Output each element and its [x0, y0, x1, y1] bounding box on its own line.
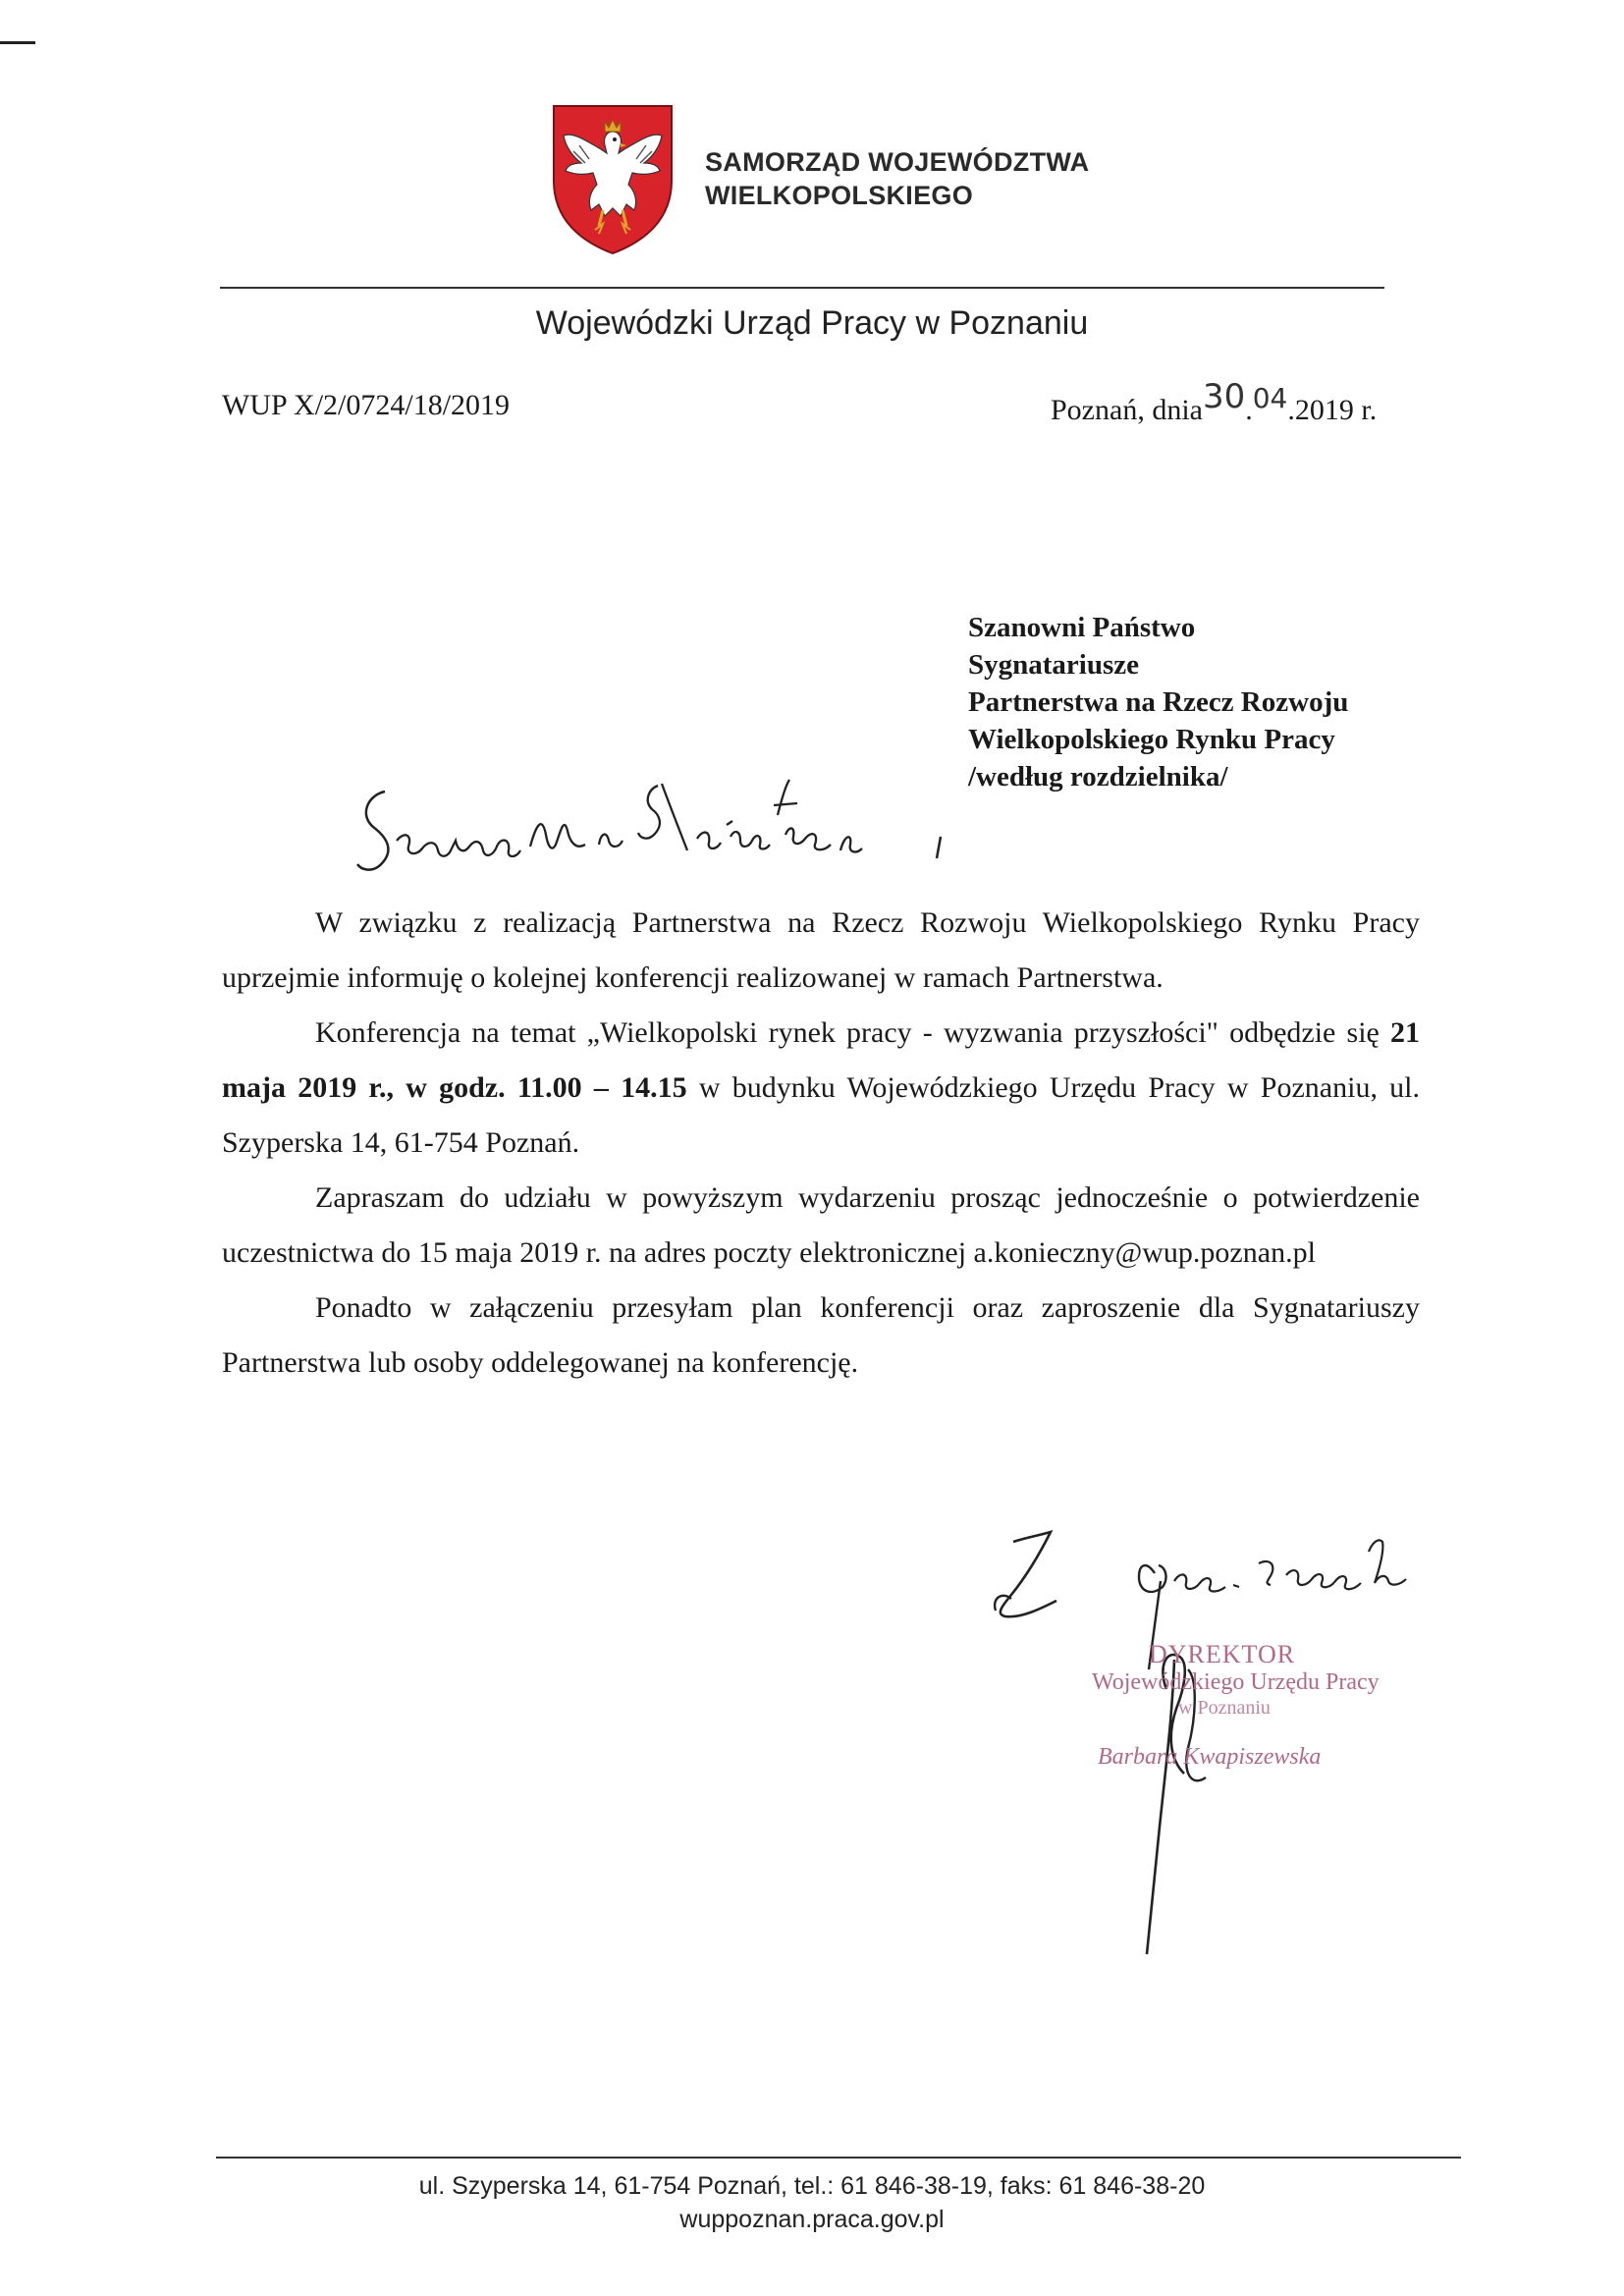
addressee-line: Szanowni Państwo: [968, 612, 1196, 643]
date-line: [1051, 377, 1378, 428]
body-paragraph: W związku z realizacją Partnerstwa na Rzecz Rozwoju Wielkopolskiego Rynku Pracy uprzejmie informuję o kolejnej konferencji realizowanej w ramach Partnerstwa.: [222, 906, 1420, 994]
stamp-name: Barbara Kwapiszewska: [1098, 1744, 1322, 1770]
org-name-line2: WIELKOPOLSKIEGO: [705, 181, 974, 210]
body-paragraph: Ponadto w załączeniu przesyłam plan konferencji oraz zaproszenie dla Sygnatariuszy Partnerstwa lub osoby oddelegowanej na konferencję.: [222, 1291, 1420, 1379]
header-divider: [220, 287, 1384, 289]
footer-website: wuppoznan.praca.gov.pl: [679, 2206, 945, 2233]
footer-address: ul. Szyperska 14, 61-754 Poznań, tel.: 61 846-38-19, faks: 61 846-38-20: [418, 2172, 1206, 2200]
addressee-line: /według rozdzielnika/: [968, 761, 1228, 793]
addressee-line: Sygnatariusze: [968, 649, 1139, 681]
date-separator: .: [1245, 394, 1253, 426]
footer-divider: [216, 2157, 1461, 2159]
letter-body: [222, 896, 1420, 1391]
contact-email: a.konieczny@wup.poznan.pl: [973, 1236, 1316, 1269]
addressee-line: Partnerstwa na Rzecz Rozwoju: [968, 686, 1349, 718]
body-text: w budynku Wojewódzkiego Urzędu Pracy w Poznaniu, ul. Szyperska 14, 61-754 Poznań.: [222, 1071, 1421, 1159]
handwritten-day: 30: [1202, 377, 1246, 416]
body-paragraph: [222, 1171, 1420, 1281]
coat-of-arms-emblem: [550, 102, 676, 257]
date-prefix: Poznań, dnia: [1051, 394, 1203, 426]
body-paragraph: [222, 1006, 1420, 1171]
addressee-line: Wielkopolskiego Rynku Pracy: [968, 724, 1335, 755]
body-text: Konferencja na temat „Wielkopolski rynek pracy - wyzwania przyszłości" odbędzie się: [315, 1016, 1390, 1049]
corner-mark: [0, 41, 35, 44]
signature-block: [982, 1522, 1532, 1984]
stamp-org-line2: w Poznaniu: [1178, 1697, 1271, 1719]
handwritten-greeting: [353, 776, 962, 884]
org-name-line1: SAMORZĄD WOJEWÓDZTWA: [705, 147, 1090, 177]
body-text: Zapraszam do udziału w powyższym wydarzeniu prosząc jednocześnie o potwierdzenie uczestnictwa do 15 maja 2019 r. na adres poczty elektronicznej: [222, 1181, 1420, 1269]
reference-number: WUP X/2/0724/18/2019: [222, 389, 511, 421]
stamp-org-line1: Wojewódzkiego Urzędu Pracy: [1092, 1669, 1380, 1695]
addressee-block: [968, 609, 1348, 795]
office-name: Wojewódzki Urząd Pracy w Poznaniu: [535, 304, 1089, 342]
handwritten-month: 04: [1252, 382, 1288, 414]
stamp-title: DYREKTOR: [1149, 1640, 1296, 1668]
date-year: .2019 r.: [1287, 394, 1378, 426]
event-datetime: 21 maja 2019 r., w godz. 11.00 – 14.15: [222, 1016, 1420, 1104]
